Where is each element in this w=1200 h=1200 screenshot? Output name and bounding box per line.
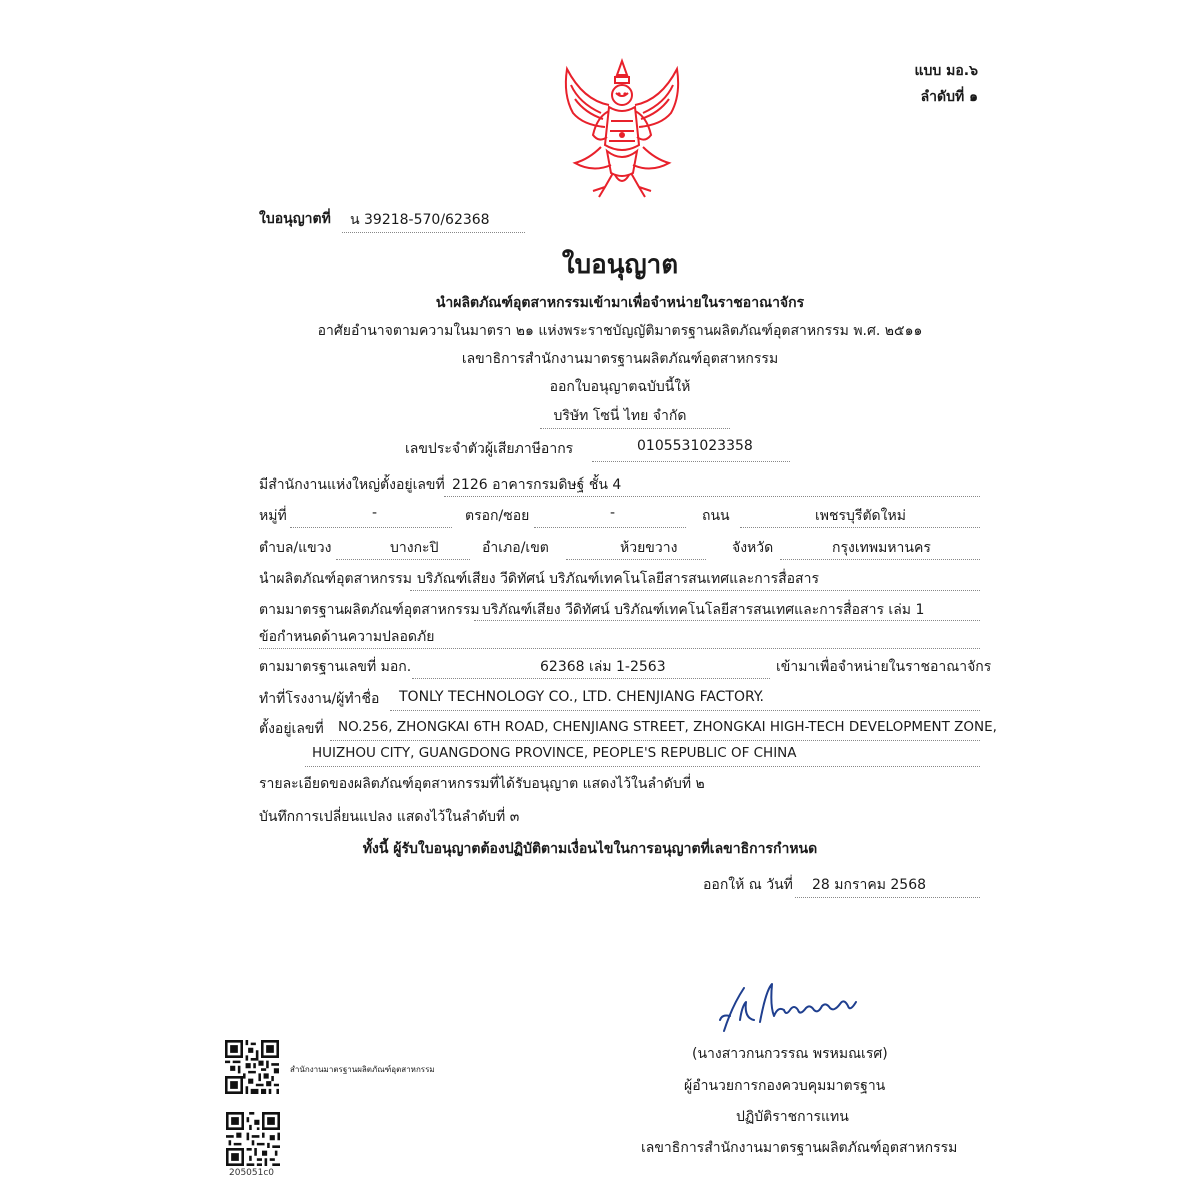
standard-line2-dotline (259, 648, 980, 649)
condition-line: ทั้งนี้ ผู้รับใบอนุญาตต้องปฏิบัติตามเงื่อนไขในการอนุญาตที่เลขาธิการกำหนด (362, 841, 818, 857)
signatory-position: ผู้อำนวยการกองควบคุมมาตรฐาน (684, 1078, 886, 1094)
form-code: แบบ มอ.๖ (914, 63, 978, 79)
moo-dotline (290, 527, 452, 528)
signature-icon (714, 976, 864, 1036)
subdistrict-label: ตำบล/แขวง (259, 540, 332, 556)
factory-address-dotline-2 (305, 766, 980, 767)
company-name: บริษัท โซนี่ ไทย จำกัด (553, 408, 687, 424)
issued-value: 28 มกราคม 2568 (812, 877, 927, 893)
secretary-line: เลขาธิการสำนักงานมาตรฐานผลิตภัณฑ์อุตสาหกรรม (461, 351, 779, 367)
signatory-acting: ปฏิบัติราชการแทน (736, 1109, 849, 1125)
head-office-label: มีสำนักงานแห่งใหญ่ตั้งอยู่เลขที่ (259, 477, 445, 493)
signatory-org: เลขาธิการสำนักงานมาตรฐานผลิตภัณฑ์อุตสาหกรรม (641, 1140, 958, 1156)
road-dotline (740, 527, 980, 528)
factory-value: TONLY TECHNOLOGY CO., LTD. CHENJIANG FACTORY. (399, 689, 765, 705)
factory-address-line2: HUIZHOU CITY, GUANGDONG PROVINCE, PEOPLE'S REPUBLIC OF CHINA (312, 745, 797, 761)
district-dotline (566, 559, 706, 560)
factory-dotline (390, 710, 980, 711)
product-value: บริภัณฑ์เสียง วีดิทัศน์ บริภัณฑ์เทคโนโลยีสารสนเทศและการสื่อสาร (417, 571, 819, 587)
details-line: รายละเอียดของผลิตภัณฑ์อุตสาหกรรมที่ได้รับอนุญาต แสดงไว้ในลำดับที่ ๒ (259, 776, 705, 792)
qr-code-top-icon (225, 1040, 279, 1094)
issue-line: ออกใบอนุญาตฉบับนี้ให้ (549, 379, 691, 395)
subdistrict-dotline (336, 559, 470, 560)
head-office-dotline (444, 496, 980, 497)
tax-id-label: เลขประจำตัวผู้เสียภาษีอากร (405, 441, 574, 457)
soi-value: - (610, 505, 616, 521)
authority-line: อาศัยอำนาจตามความในมาตรา ๒๑ แห่งพระราชบัญญัติมาตรฐานผลิตภัณฑ์อุตสาหกรรม พ.ศ. ๒๕๑๑ (317, 323, 923, 339)
issued-label: ออกให้ ณ วันที่ (703, 877, 793, 893)
tax-id-dotline (592, 461, 790, 462)
standard-no-value: 62368 เล่ม 1-2563 (540, 659, 666, 675)
head-office-value: 2126 อาคารกรมดิษฐ์ ชั้น 4 (452, 477, 622, 493)
road-label: ถนน (702, 508, 730, 524)
district-label: อำเภอ/เขต (482, 540, 549, 556)
subdistrict-value: บางกะปิ (390, 540, 439, 556)
form-order: ลำดับที่ ๑ (920, 89, 978, 105)
qr-label: สำนักงานมาตรฐานผลิตภัณฑ์อุตสาหกรรม (290, 1065, 435, 1074)
standard-no-dotline (412, 678, 770, 679)
district-value: ห้วยขวาง (620, 540, 678, 556)
standard-no-suffix: เข้ามาเพื่อจำหน่ายในราชอาณาจักร (776, 659, 992, 675)
province-value: กรุงเทพมหานคร (832, 540, 931, 556)
garuda-emblem-icon (553, 55, 691, 200)
standard-label: ตามมาตรฐานผลิตภัณฑ์อุตสาหกรรม (259, 602, 480, 618)
factory-address-dotline-1 (330, 740, 980, 741)
license-no-label: ใบอนุญาตที่ (259, 211, 331, 227)
qr-code-bottom-icon (226, 1112, 280, 1166)
province-label: จังหวัด (732, 540, 774, 556)
product-label: นำผลิตภัณฑ์อุตสาหกรรม (259, 571, 413, 587)
standard-value: บริภัณฑ์เสียง วีดิทัศน์ บริภัณฑ์เทคโนโลยีสารสนเทศและการสื่อสาร เล่ม 1 (482, 602, 925, 618)
changes-line: บันทึกการเปลี่ยนแปลง แสดงไว้ในลำดับที่ ๓ (259, 809, 520, 825)
signatory-name: (นางสาวกนกวรรณ พรหมณเรศ) (692, 1046, 888, 1062)
standard-dotline (474, 620, 980, 621)
subtitle: นำผลิตภัณฑ์อุตสาหกรรมเข้ามาเพื่อจำหน่ายในราชอาณาจักร (435, 295, 805, 311)
moo-label: หมู่ที่ (259, 508, 287, 524)
factory-label: ทำที่โรงงาน/ผู้ทำชื่อ (259, 691, 380, 707)
soi-dotline (534, 527, 686, 528)
factory-address-label: ตั้งอยู่เลขที่ (259, 721, 324, 737)
standard-no-label: ตามมาตรฐานเลขที่ มอก. (259, 659, 412, 675)
soi-label: ตรอก/ซอย (465, 508, 530, 524)
company-dotline (540, 428, 730, 429)
qr-code-text: 205051c0 (229, 1168, 275, 1178)
tax-id-value: 0105531023358 (637, 438, 753, 454)
issued-dotline (795, 897, 980, 898)
page-title: ใบอนุญาต (561, 250, 679, 280)
license-no-dotline (342, 232, 525, 233)
factory-address-line1: NO.256, ZHONGKAI 6TH ROAD, CHENJIANG STREET, ZHONGKAI HIGH-TECH DEVELOPMENT ZONE, (338, 719, 997, 735)
province-dotline (780, 559, 980, 560)
license-no-value: น 39218-570/62368 (350, 212, 490, 228)
moo-value: - (372, 505, 378, 521)
road-value: เพชรบุรีตัดใหม่ (815, 508, 906, 524)
product-dotline (410, 590, 980, 591)
standard-line2: ข้อกำหนดด้านความปลอดภัย (259, 629, 435, 645)
